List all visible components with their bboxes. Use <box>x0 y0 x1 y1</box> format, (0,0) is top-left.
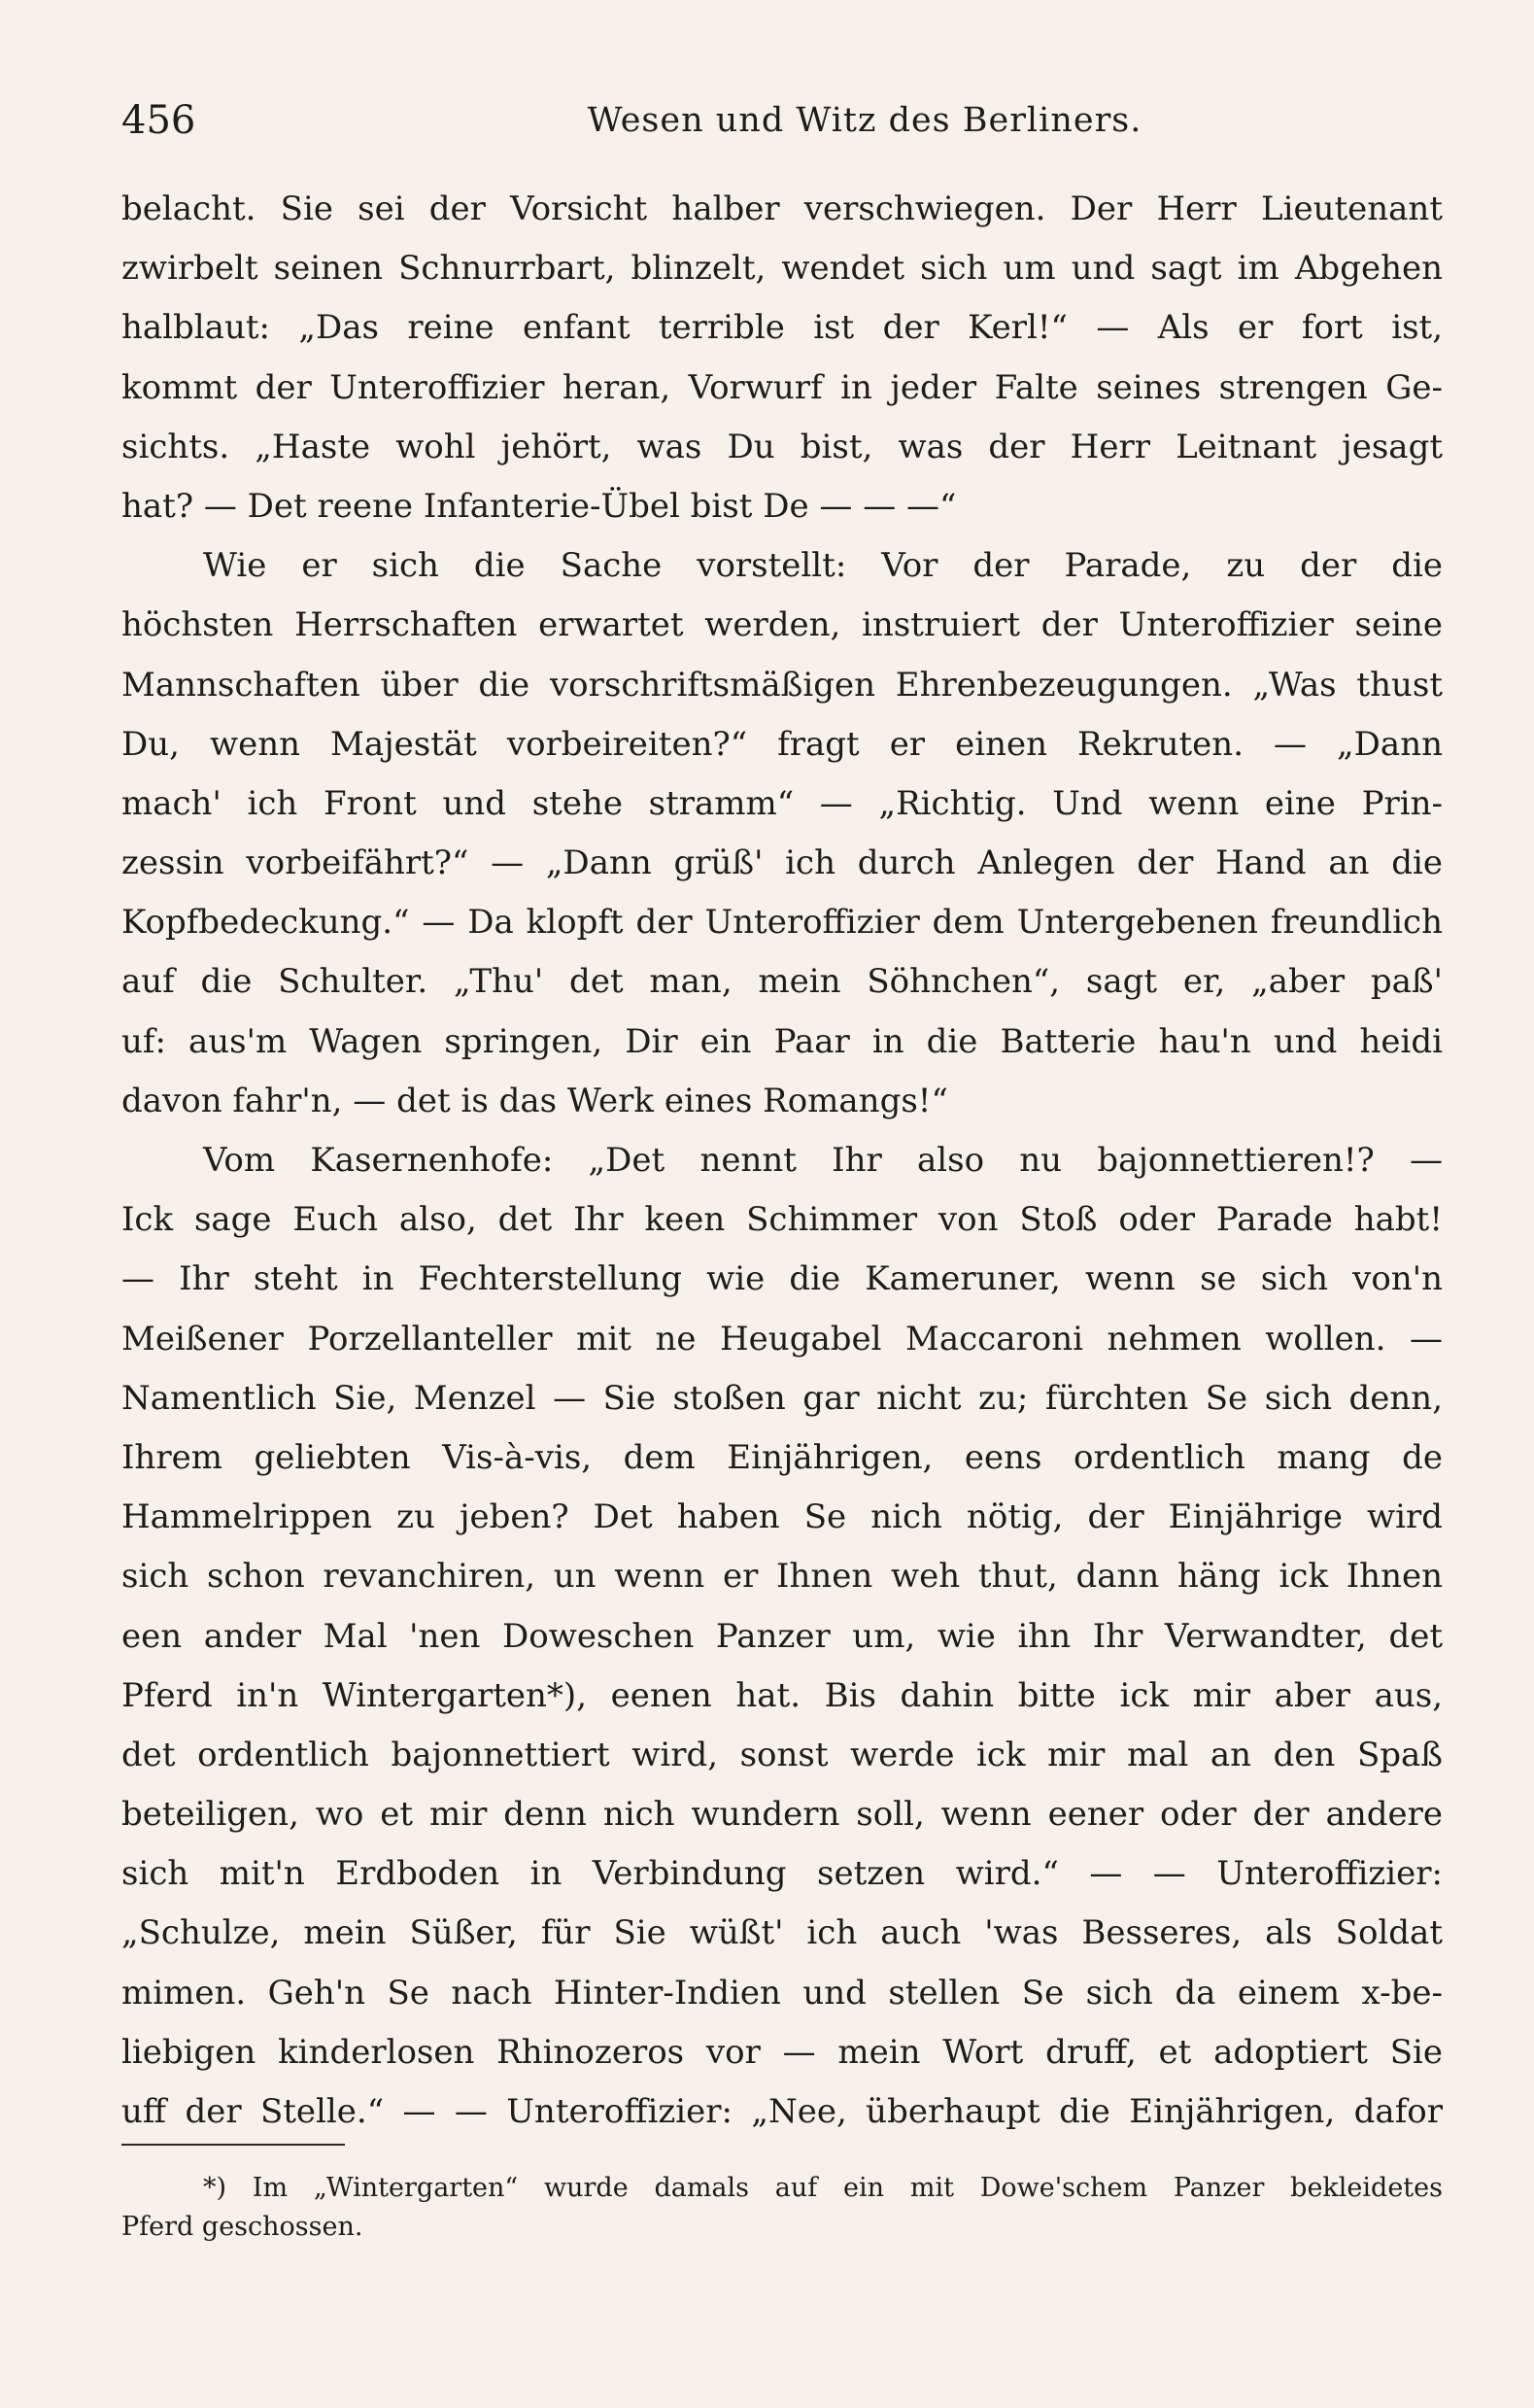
text-line: halblaut: „Das reine enfant terrible ist der Kerl!“ — Als er fort ist, <box>121 308 1443 348</box>
text-line: Ick sage Euch also, det Ihr keen Schimmer von Stoß oder Parade habt! <box>121 1200 1443 1240</box>
text-line: Pferd in'n Wintergarten*), eenen hat. Bis dahin bitte ick mir aber aus, <box>121 1675 1443 1715</box>
text-line: zessin vorbeifährt?“ — „Dann grüß' ich durch Anlegen der Hand an die <box>121 843 1443 883</box>
text-line: mach' ich Front und stehe stramm“ — „Richtig. Und wenn eine Prin- <box>121 783 1443 823</box>
text-line: kommt der Unteroffizier heran, Vorwurf in jeder Falte seines strengen Ge- <box>121 367 1443 407</box>
text-line: det ordentlich bajonnettiert wird, sonst werde ick mir mal an den Spaß <box>121 1735 1443 1774</box>
body-text <box>121 180 1443 2142</box>
text-line: Wie er sich die Sache vorstellt: Vor der Parade, zu der die <box>203 546 1443 586</box>
text-line: — Ihr steht in Fechterstellung wie die Kameruner, wenn se sich von'n <box>121 1259 1443 1299</box>
text-line: hat? — Det reene Infanterie-Übel bist De — — —“ <box>121 486 957 526</box>
page-header <box>121 95 1443 146</box>
text-line: sich mit'n Erdboden in Verbindung setzen wird.“ — — Unteroffizier: <box>121 1854 1443 1894</box>
text-line: Vom Kasernenhofe: „Det nennt Ihr also nu bajonnettieren!? — <box>203 1141 1443 1180</box>
text-line: davon fahr'n, — det is das Werk eines Romangs!“ <box>121 1081 948 1120</box>
footnote-line: Pferd geschossen. <box>121 2212 363 2242</box>
text-line: Meißener Porzellanteller mit ne Heugabel Maccaroni nehmen wollen. — <box>121 1319 1443 1359</box>
text-line: Du, wenn Majestät vorbeireiten?“ fragt er einen Rekruten. — „Dann <box>121 724 1443 764</box>
page-number: 456 <box>121 98 196 143</box>
text-line: höchsten Herrschaften erwartet werden, instruiert der Unteroffizier seine <box>121 605 1443 645</box>
running-title: Wesen und Witz des Berliners. <box>587 101 1142 140</box>
text-line: auf die Schulter. „Thu' det man, mein Söhnchen“, sagt er, „aber paß' <box>121 962 1443 1002</box>
text-line: een ander Mal 'nen Doweschen Panzer um, wie ihn Ihr Verwandter, det <box>121 1616 1443 1656</box>
text-line: uff der Stelle.“ — — Unteroffizier: „Nee, überhaupt die Einjährigen, dafor <box>121 2092 1443 2131</box>
text-line: „Schulze, mein Süßer, für Sie wüßt' ich auch 'was Besseres, als Soldat <box>121 1913 1443 1953</box>
text-line: uf: aus'm Wagen springen, Dir ein Paar in die Batterie hau'n und heidi <box>121 1021 1443 1061</box>
text-line: beteiligen, wo et mir denn nich wundern soll, wenn eener oder der andere <box>121 1795 1443 1835</box>
text-line: Namentlich Sie, Menzel — Sie stoßen gar nicht zu; fürchten Se sich denn, <box>121 1378 1443 1418</box>
text-line: zwirbelt seinen Schnurrbart, blinzelt, wendet sich um und sagt im Abgehen <box>121 249 1443 289</box>
footnote-divider <box>121 2144 345 2146</box>
text-line: Hammelrippen zu jeben? Det haben Se nich nötig, der Einjährige wird <box>121 1497 1443 1537</box>
footnote <box>121 2169 1443 2247</box>
text-line: Ihrem geliebten Vis-à-vis, dem Einjährigen, eens ordentlich mang de <box>121 1437 1443 1477</box>
text-line: sichts. „Haste wohl jehört, was Du bist, was der Herr Leitnant jesagt <box>121 427 1443 466</box>
footnote-line: *) Im „Wintergarten“ wurde damals auf ein mit Dowe'schem Panzer bekleidetes <box>203 2173 1443 2203</box>
text-line: belacht. Sie sei der Vorsicht halber verschwiegen. Der Herr Lieutenant <box>121 189 1443 228</box>
text-line: Kopfbedeckung.“ — Da klopft der Unteroffizier dem Untergebenen freundlich <box>121 903 1443 943</box>
text-line: liebigen kinderlosen Rhinozeros vor — mein Wort druff, et adoptiert Sie <box>121 2032 1443 2072</box>
text-line: Mannschaften über die vorschriftsmäßigen Ehrenbezeugungen. „Was thust <box>121 665 1443 705</box>
text-line: sich schon revanchiren, un wenn er Ihnen weh thut, dann häng ick Ihnen <box>121 1557 1443 1597</box>
text-line: mimen. Geh'n Se nach Hinter-Indien und stellen Se sich da einem x-be- <box>121 1973 1443 2012</box>
